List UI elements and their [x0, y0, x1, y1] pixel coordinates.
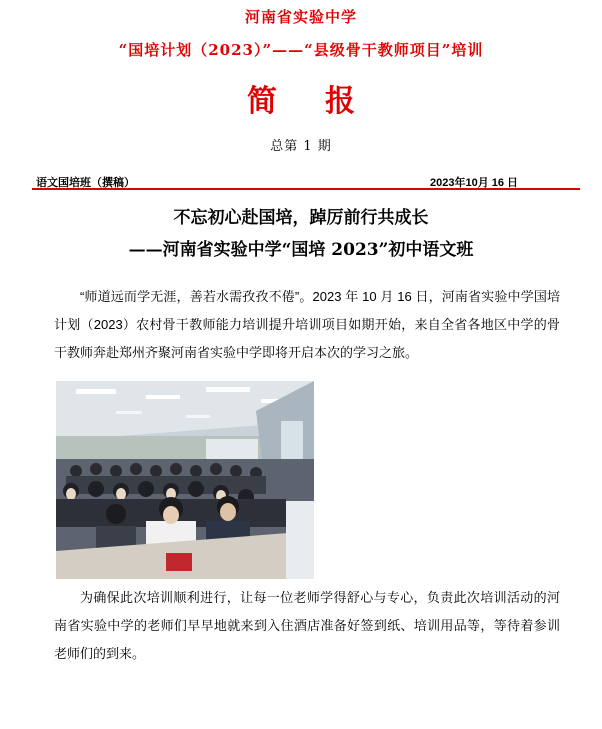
header-divider [32, 188, 580, 190]
bulletin-heading [0, 76, 602, 120]
bulletin-char-2: 报 [325, 84, 355, 119]
article-title: 不忘初心赴国培，踔厉前行共成长 [173, 208, 429, 228]
issue-number: 总第 1 期 [270, 139, 332, 154]
article-paragraph-1: “师道远而学无涯，善若水需孜孜不倦”。2023 年 10 月 16 日，河南省实验中学国培计划（2023）农村骨干教师能力培训提升培训项目如期开始，来自全省各地区中学的骨干教师奔赴郑州齐聚河南省实验中学即将开启本次的学习之旅。 [54, 289, 560, 360]
article-subtitle: ——河南省实验中学“国培 2023”初中语文班 [128, 240, 474, 260]
class-label: 语文国培班（撰稿） [36, 176, 135, 189]
classroom-photo [56, 381, 314, 579]
article-paragraph-2: 为确保此次培训顺利进行，让每一位老师学得舒心与专心，负责此次培训活动的河南省实验中学的老师们早早地就来到入住酒店准备好签到纸、培训用品等，等待着参训老师们的到来。 [54, 590, 560, 661]
issue-date: 2023年10月 16 日 [430, 177, 519, 189]
bulletin-char-1: 简 [247, 84, 277, 119]
program-title: “国培计划（2023）”——“县级骨干教师项目”培训 [118, 41, 484, 59]
school-name: 河南省实验中学 [244, 8, 357, 26]
